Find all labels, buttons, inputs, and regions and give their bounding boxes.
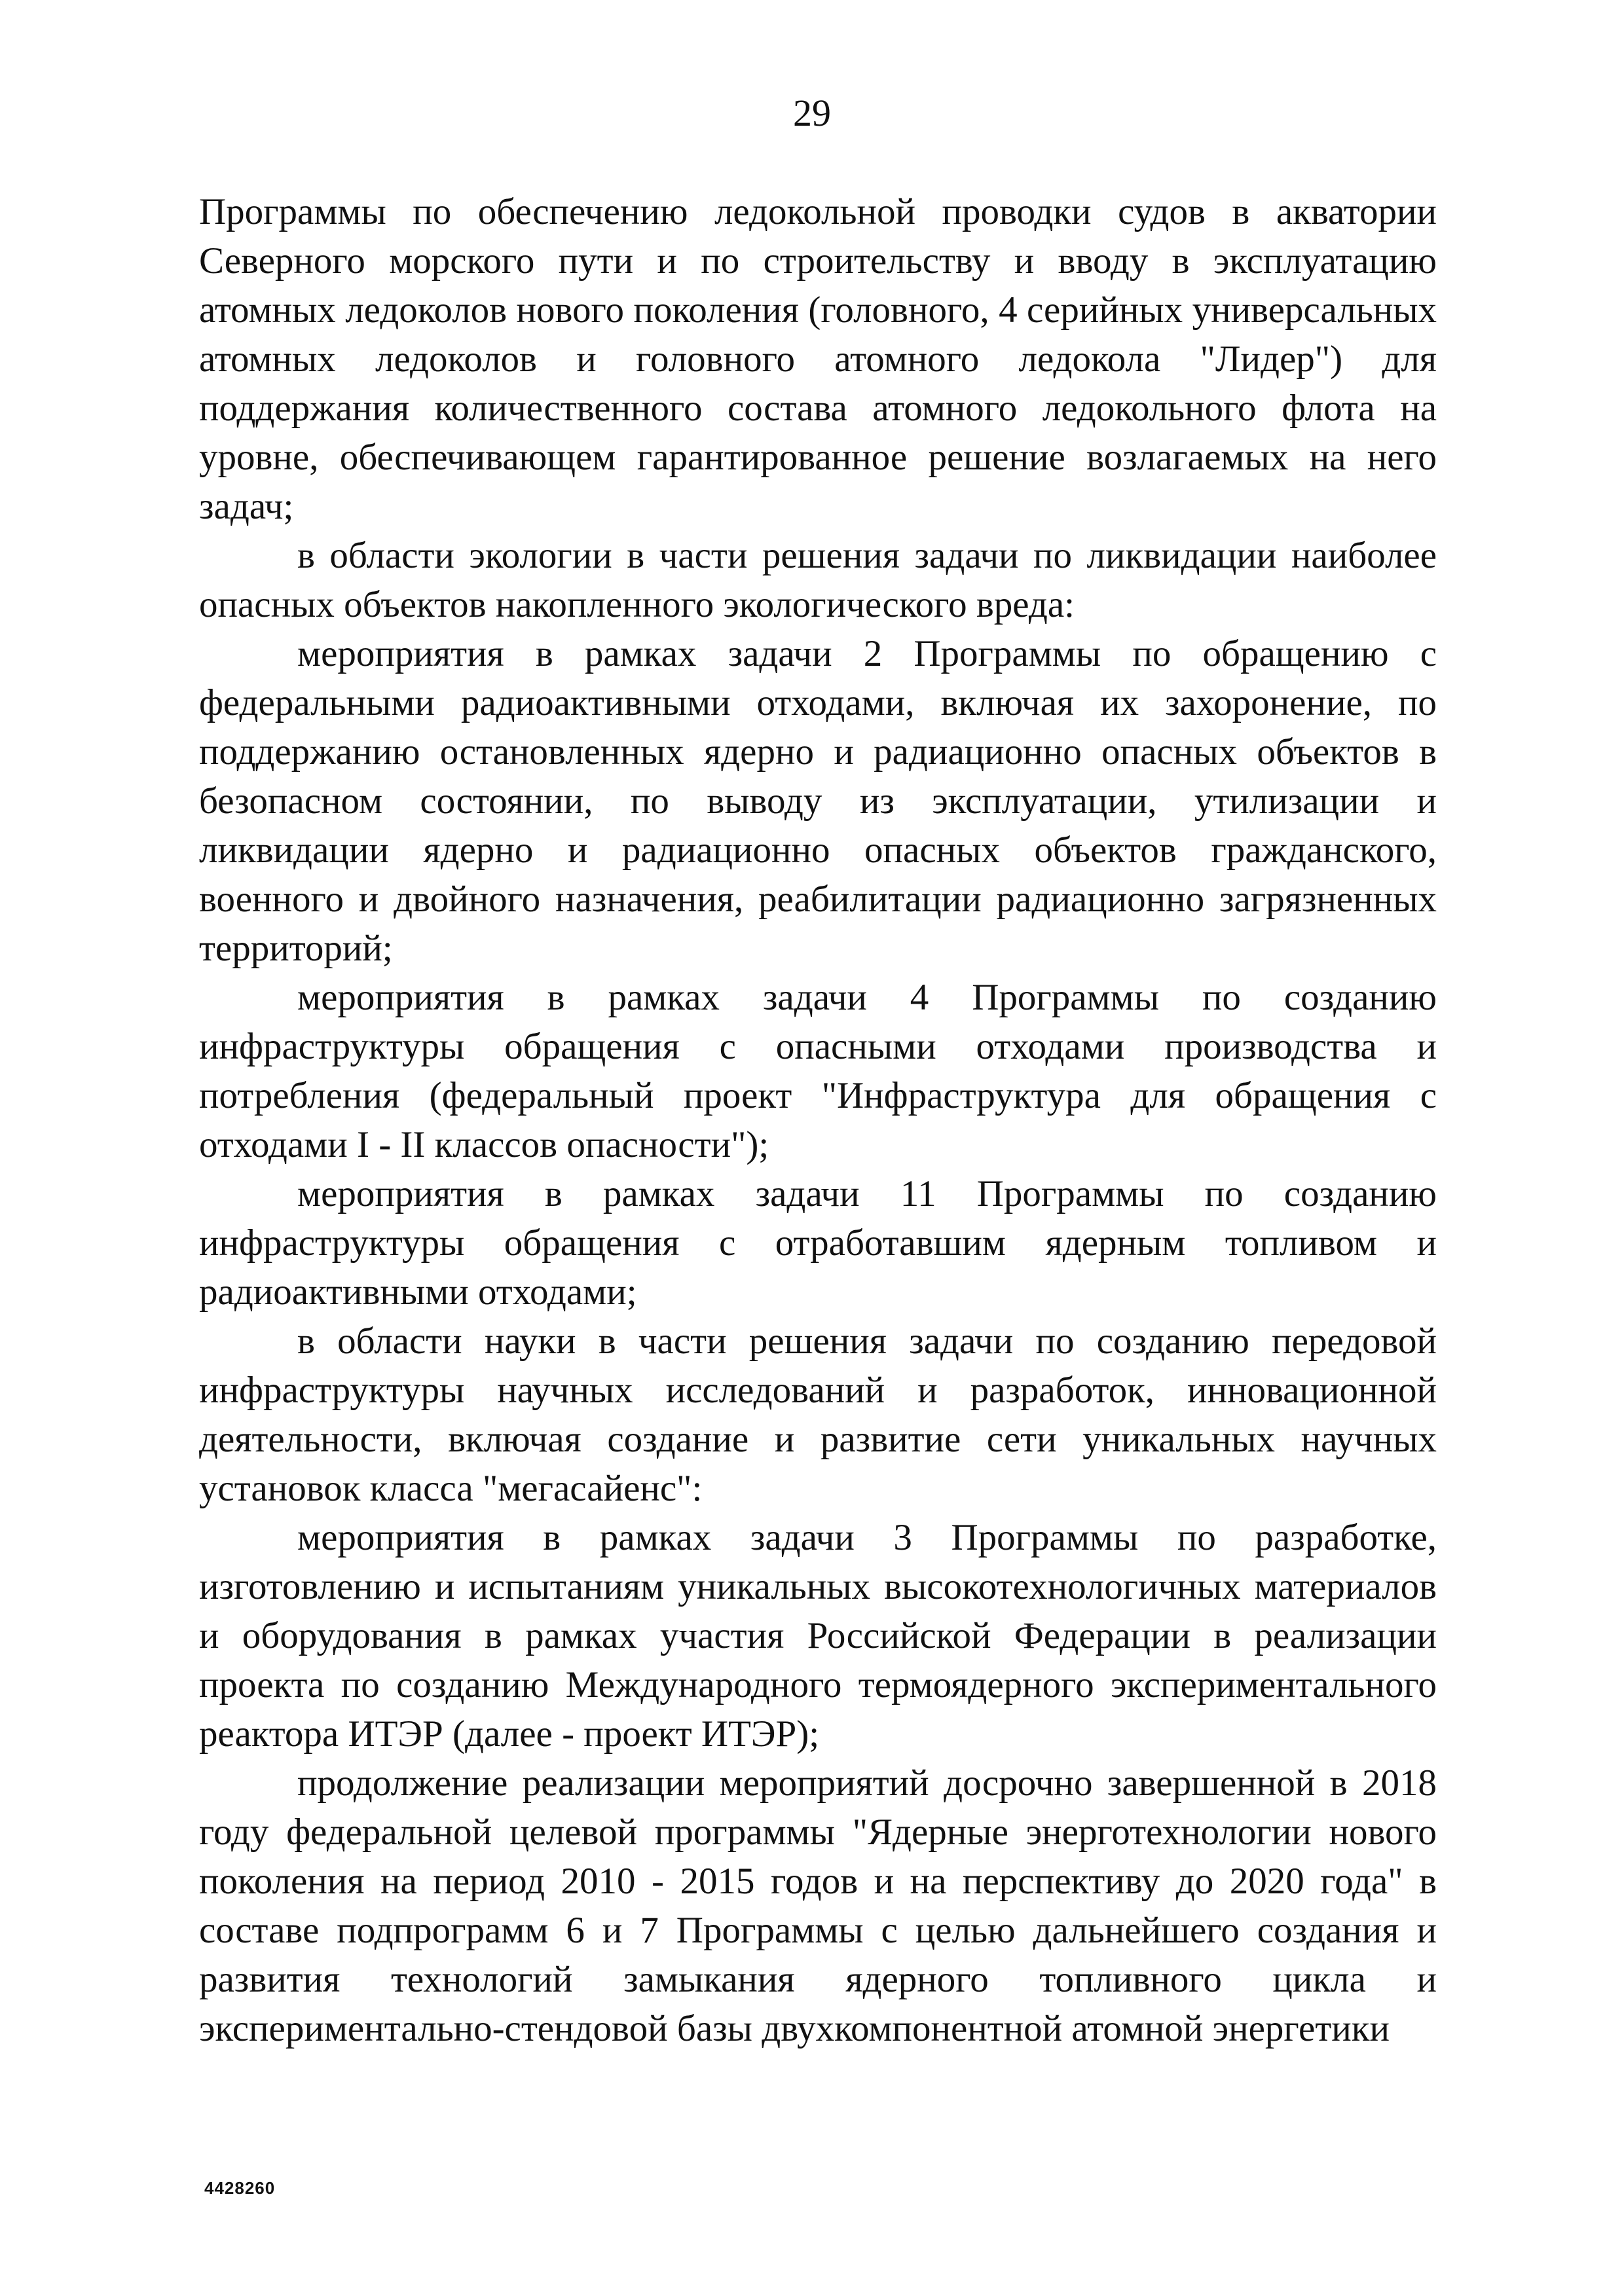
- page-number: 29: [793, 92, 831, 134]
- paragraph-science-heading: в области науки в части решения задачи по созданию передовой инфраструктуры научных исследований и разработок, инновационной деятельности, включая создание и развитие сети уникальных научных установок класса "мегасайенс":: [199, 1321, 1437, 1509]
- paragraph-ecology-heading: в области экологии в части решения задачи по ликвидации наиболее опасных объектов накопленного экологического вреда:: [199, 535, 1437, 625]
- paragraph-task-2: мероприятия в рамках задачи 2 Программы по обращению с федеральными радиоактивными отходами, включая их захоронение, по поддержанию остановленных ядерно и радиационно опасных объектов в безопасном состоянии, по выводу из эксплуатации, утилизации и ликвидации ядерно и радиационно опасных объектов гражданского, военного и двойного назначения, реабилитации радиационно загрязненных территорий;: [199, 633, 1437, 969]
- paragraph-task-11: мероприятия в рамках задачи 11 Программы по созданию инфраструктуры обращения с отработавшим ядерным топливом и радиоактивными отходами;: [199, 1173, 1437, 1313]
- paragraph-task-4: мероприятия в рамках задачи 4 Программы по созданию инфраструктуры обращения с опасными отходами производства и потребления (федеральный проект "Инфраструктура для обращения с отходами I - II классов опасности");: [199, 977, 1437, 1165]
- paragraph-icebreakers: Программы по обеспечению ледокольной проводки судов в акватории Северного морского пути и по строительству и вводу в эксплуатацию атомных ледоколов нового поколения (головного, 4 серийных универсальных атомных ледоколов и головного атомного ледокола "Лидер") для поддержания количественного состава атомного ледокольного флота на уровне, обеспечивающем гарантированное решение возлагаемых на него задач;: [199, 191, 1437, 527]
- document-body: [199, 187, 1437, 2053]
- document-code: 4428260: [204, 2178, 276, 2198]
- paragraph-task-3-iter: мероприятия в рамках задачи 3 Программы по разработке, изготовлению и испытаниям уникальных высокотехнологичных материалов и оборудования в рамках участия Российской Федерации в реализации проекта по созданию Международного термоядерного экспериментального реактора ИТЭР (далее - проект ИТЭР);: [199, 1517, 1437, 1755]
- paragraph-fcp-continuation: продолжение реализации мероприятий досрочно завершенной в 2018 году федеральной целевой программы "Ядерные энерготехнологии нового поколения на период 2010 - 2015 годов и на перспективу до 2020 года" в составе подпрограмм 6 и 7 Программы с целью дальнейшего создания и развития технологий замыкания ядерного топливного цикла и экспериментально-стендовой базы двухкомпонентной атомной энергетики: [199, 1762, 1437, 2049]
